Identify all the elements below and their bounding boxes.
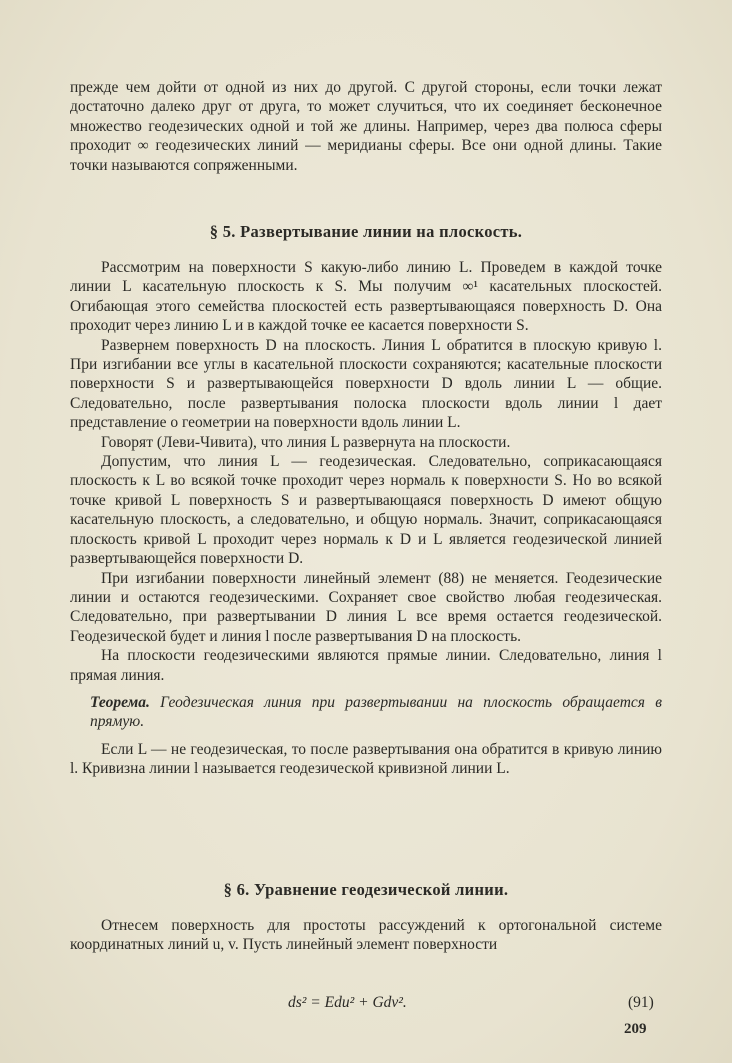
section-5-body — [70, 258, 662, 779]
s5-paragraph-1: Рассмотрим на поверхности S какую-либо линию L. Проведем в каждой точке линии L касательную плоскость к S. Мы получим ∞¹ касательных плоскостей. Огибающая этого семейства плоскостей есть развертывающаяся поверхность D. Она проходит через линию L и в каждой точке ее касается поверхности S. — [70, 259, 662, 335]
s6-paragraph: Отнесем поверхность для простоты рассуждений к ортогональной системе координатных линий u, v. Пусть линейный элемент поверхности — [70, 917, 662, 954]
s5-paragraph-2: Развернем поверхность D на плоскость. Линия L обратится в плоскую кривую l. При изгибании все углы в касательной плоскости сохраняются; касательные плоскости поверхности S и развертывающейся поверхности D вдоль линии L — общие. Следовательно, после развертывания полоска плоскости вдоль линии l дает представление о геометрии на поверхности вдоль линии L. — [70, 336, 662, 432]
s5-paragraph-3: Говорят (Леви-Чивита), что линия L развернута на плоскости. — [101, 433, 511, 451]
formula-expression: ds² = Edu² + Gdv². — [288, 994, 407, 1011]
intro-paragraph: прежде чем дойти от одной из них до другой. С другой стороны, если точки лежат достаточно далеко друг от друга, то может случиться, что их соединяет бесконечное множество геодезических одной и той же длины. Например, через два полюса сферы проходит ∞ геодезических линий — меридианы сферы. Все они одной длины. Такие точки называются сопряженными. — [70, 79, 662, 174]
page-number: 209 — [624, 1021, 647, 1037]
s5-paragraph-6: На плоскости геодезическими являются прямые линии. Следовательно, линия l прямая линия. — [70, 647, 662, 684]
intro-text — [70, 78, 662, 175]
section-5-heading: § 5. Развертывание линии на плоскость. — [209, 222, 523, 241]
theorem-text: Геодезическая линия при развертывании на плоскость обращается в прямую. — [90, 693, 663, 731]
formula-number: (91) — [628, 994, 654, 1011]
s5-paragraph-4: Допустим, что линия L — геодезическая. Следовательно, соприкасающаяся плоскость к L во всякой точке проходит через нормаль к поверхности S. Но во всякой точке кривой L поверхность S и развертывающаяся поверхность D имеют общую касательную плоскость, а следовательно, и общую нормаль. Значит, соприкасающаяся плоскость кривой L проходит через нормаль к D и L является геодезической линией развертывающейся поверхности D. — [70, 453, 662, 568]
section-6-heading: § 6. Уравнение геодезической линии. — [223, 880, 509, 899]
theorem — [70, 693, 662, 732]
section-6-heading-wrap — [70, 880, 662, 900]
theorem-label: Теорема. — [90, 693, 150, 711]
section-5-heading-wrap — [70, 222, 662, 242]
s5-after-theorem: Если L — не геодезическая, то после развертывания она обратится в кривую линию l. Кривизна линии l называется геодезической кривизной линии L. — [70, 740, 662, 778]
section-6-body — [70, 916, 662, 955]
s5-paragraph-5: При изгибании поверхности линейный элемент (88) не меняется. Геодезические линии и остаются геодезическими. Сохраняет свое свойство любая геодезическая. Следовательно, при развертывании D линия L все время остается геодезической. Геодезической будет и линия l после развертывания D на плоскость. — [70, 569, 662, 645]
